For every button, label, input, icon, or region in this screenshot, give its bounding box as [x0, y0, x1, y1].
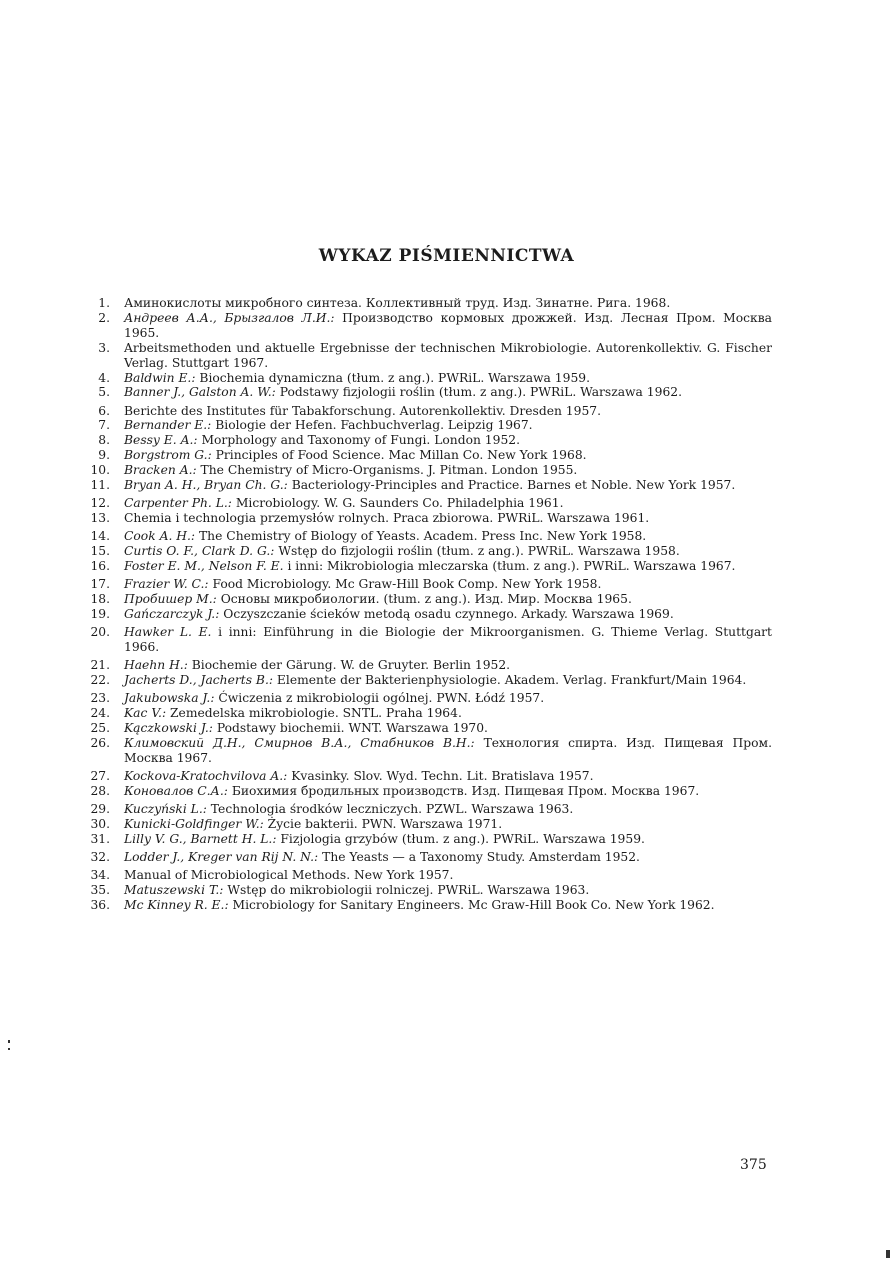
reference-item [90, 433, 772, 448]
reference-text: Principles of Food Science. Mac Millan Co. New York 1968. [211, 448, 587, 463]
reference-number: 1. [98, 296, 110, 310]
reference-number: 5. [98, 385, 110, 400]
reference-text: Biochemia dynamiczna (tłum. z ang.). PWRiL. Warszawa 1959. [195, 370, 591, 385]
reference-item [90, 868, 772, 883]
reference-text: Food Microbiology. Mc Graw-Hill Book Comp. New York 1958. [208, 577, 602, 592]
reference-item [90, 448, 772, 463]
reference-number: 34. [90, 867, 110, 882]
reference-authors: Banner J., Galston A. W.: [124, 385, 276, 400]
reference-text: Podstawy biochemii. WNT. Warszawa 1970. [212, 720, 488, 735]
reference-item [90, 898, 772, 913]
reference-number: 21. [90, 657, 110, 672]
reference-text: Биохимия бродильных производств. Изд. Пищевая Пром. Москва 1967. [227, 783, 700, 798]
reference-authors: Kączkowski J.: [124, 720, 213, 735]
reference-number: 9. [98, 448, 110, 463]
reference-number: 8. [98, 433, 110, 448]
reference-item [90, 311, 772, 341]
reference-item [90, 691, 772, 706]
reference-number: 18. [90, 591, 110, 606]
reference-text: Microbiology for Sanitary Engineers. Mc Graw-Hill Book Co. New York 1962. [228, 897, 715, 912]
reference-text: Biochemie der Gärung. W. de Gruyter. Berlin 1952. [187, 657, 511, 672]
reference-text: The Yeasts — a Taxonomy Study. Amsterdam 1952. [318, 849, 640, 864]
reference-authors: Bracken A.: [124, 463, 197, 478]
reference-authors: Lodder J., Kreger van Rij N. N.: [124, 849, 319, 864]
page-heading: WYKAZ PIŚMIENNICTWA [318, 246, 575, 266]
reference-item [90, 385, 772, 400]
reference-number: 3. [98, 340, 110, 355]
reference-item [90, 625, 772, 655]
reference-number: 25. [90, 720, 110, 735]
reference-item [90, 817, 772, 832]
reference-authors: Carpenter Ph. L.: [124, 496, 232, 511]
reference-text: Elemente der Bakterienphysiologie. Akadem. Verlag. Frankfurt/Main 1964. [273, 672, 747, 687]
reference-number: 31. [90, 831, 110, 846]
reference-number: 6. [98, 403, 110, 418]
reference-number: 26. [90, 735, 110, 750]
reference-number: 16. [90, 558, 110, 573]
reference-authors: Cook A. H.: [124, 529, 196, 544]
reference-text: Morphology and Taxonomy of Fungi. London 1952. [197, 433, 521, 448]
reference-text: Manual of Microbiological Methods. New York 1957. [124, 867, 454, 882]
reference-text: Biologie der Hefen. Fachbuchverlag. Leipzig 1967. [211, 418, 533, 433]
reference-text: Fizjologia grzybów (tłum. z ang.). PWRiL. Warszawa 1959. [276, 831, 645, 846]
reference-text: Wstęp do mikrobiologii rolniczej. PWRiL. Warszawa 1963. [223, 882, 590, 897]
reference-item [90, 592, 772, 607]
reference-text: Ćwiczenia z mikrobiologii ogólnej. PWN. Łódź 1957. [214, 690, 545, 705]
reference-text: i inni: Einführung in die Biologie der Mikroorganismen. G. Thieme Verlag. Stuttgart 1966. [124, 624, 772, 654]
scan-speck [8, 1048, 10, 1050]
reference-item [90, 802, 772, 817]
reference-number: 32. [90, 849, 110, 864]
reference-text: The Chemistry of Micro-Organisms. J. Pitman. London 1955. [196, 463, 578, 478]
reference-authors: Hawker L. E. [124, 624, 212, 639]
reference-number: 36. [90, 897, 110, 912]
reference-text: Аминокислоты микробного синтеза. Коллективный труд. Изд. Зинатне. Рига. 1968. [124, 296, 671, 310]
reference-item [90, 721, 772, 736]
reference-authors: Haehn H.: [124, 657, 188, 672]
reference-item [90, 784, 772, 799]
reference-authors: Frazier W. C.: [124, 577, 209, 592]
reference-item [90, 511, 772, 526]
reference-authors: Kunicki-Goldfinger W.: [124, 816, 264, 831]
reference-item [90, 463, 772, 478]
reference-text: Arbeitsmethoden und aktuelle Ergebnisse der technischen Mikrobiologie. Autorenkollektiv. G. Fischer Verlag. Stuttgart 1967. [124, 340, 772, 370]
reference-item [90, 832, 772, 847]
reference-text: Życie bakterii. PWN. Warszawa 1971. [263, 816, 503, 831]
reference-item [90, 371, 772, 386]
reference-item [90, 404, 772, 419]
reference-number: 30. [90, 816, 110, 831]
reference-text: i inni: Mikrobiologia mleczarska (tłum. z ang.). PWRiL. Warszawa 1967. [283, 558, 736, 573]
reference-text: Производство кормовых дрожжей. Изд. Лесная Пром. Москва 1965. [124, 310, 772, 340]
reference-item [90, 418, 772, 433]
reference-authors: Климовский Д.Н., Смирнов В.А., Стабников В.Н.: [124, 735, 475, 750]
scan-speck [8, 1040, 10, 1043]
reference-number: 4. [98, 370, 110, 385]
reference-text: The Chemistry of Biology of Yeasts. Academ. Press Inc. New York 1958. [195, 529, 647, 544]
reference-authors: Коновалов С.А.: [124, 783, 228, 798]
reference-number: 10. [90, 463, 110, 478]
reference-item [90, 607, 772, 622]
reference-item [90, 706, 772, 721]
reference-text: Основы микробиологии. (tłum. z ang.). Изд. Мир. Москва 1965. [216, 591, 632, 606]
reference-number: 15. [90, 544, 110, 559]
reference-authors: Mc Kinney R. E.: [124, 897, 229, 912]
reference-authors: Baldwin E.: [124, 370, 196, 385]
reference-item [90, 850, 772, 865]
reference-number: 13. [90, 511, 110, 526]
reference-authors: Jakubowska J.: [124, 690, 215, 705]
reference-text: Chemia i technologia przemysłów rolnych. Praca zbiorowa. PWRiL. Warszawa 1961. [124, 511, 650, 526]
page-number: 375 [740, 1157, 767, 1173]
reference-number: 17. [90, 577, 110, 592]
reference-item [90, 544, 772, 559]
reference-number: 22. [90, 672, 110, 687]
scan-speck [886, 1250, 890, 1258]
reference-authors: Curtis O. F., Clark D. G.: [124, 544, 275, 559]
reference-authors: Matuszewski T.: [124, 882, 224, 897]
reference-number: 7. [98, 418, 110, 433]
reference-number: 27. [90, 768, 110, 783]
reference-item [90, 883, 772, 898]
reference-authors: Kuczyński L.: [124, 801, 207, 816]
reference-authors: Пробишер М.: [124, 591, 217, 606]
reference-authors: Gańczarczyk J.: [124, 606, 220, 621]
reference-number: 35. [90, 882, 110, 897]
reference-authors: Bernander E.: [124, 418, 212, 433]
reference-text: Технология спирта. Изд. Пищевая Пром. Москва 1967. [124, 735, 772, 765]
reference-authors: Jacherts D., Jacherts B.: [124, 672, 274, 687]
reference-number: 29. [90, 801, 110, 816]
reference-item [90, 673, 772, 688]
reference-number: 2. [98, 310, 110, 325]
reference-number: 19. [90, 606, 110, 621]
reference-item [90, 496, 772, 511]
reference-text: Zemedelska mikrobiologie. SNTL. Praha 1964. [166, 705, 462, 720]
reference-text: Oczyszczanie ścieków metodą osadu czynnego. Arkady. Warszawa 1969. [219, 606, 674, 621]
reference-item [90, 658, 772, 673]
reference-number: 28. [90, 783, 110, 798]
reference-text: Technologia środków leczniczych. PZWL. Warszawa 1963. [206, 801, 574, 816]
reference-item [90, 559, 772, 574]
reference-item [90, 769, 772, 784]
reference-text: Podstawy fizjologii roślin (tłum. z ang.). PWRiL. Warszawa 1962. [275, 385, 683, 400]
reference-text: Wstęp do fizjologii roślin (tłum. z ang.). PWRiL. Warszawa 1958. [274, 544, 680, 559]
reference-text: Microbiology. W. G. Saunders Co. Philadelphia 1961. [231, 496, 564, 511]
reference-text: Kvasinky. Slov. Wyd. Techn. Lit. Bratislava 1957. [287, 768, 594, 783]
reference-number: 20. [90, 624, 110, 639]
reference-authors: Lilly V. G., Barnett H. L.: [124, 831, 277, 846]
reference-number: 24. [90, 705, 110, 720]
reference-authors: Foster E. M., Nelson F. E. [124, 558, 284, 573]
reference-authors: Bryan A. H., Bryan Ch. G.: [124, 478, 288, 493]
reference-item [90, 341, 772, 371]
reference-number: 12. [90, 496, 110, 511]
reference-item [90, 529, 772, 544]
reference-authors: Kockova-Kratochvilova A.: [124, 768, 288, 783]
reference-item [90, 577, 772, 592]
reference-text: Berichte des Institutes für Tabakforschung. Autorenkollektiv. Dresden 1957. [124, 403, 602, 418]
reference-list [90, 296, 772, 912]
reference-item [90, 736, 772, 766]
reference-item [90, 478, 772, 493]
reference-authors: Андреев А.А., Брызгалов Л.И.: [124, 310, 335, 325]
reference-authors: Bessy E. A.: [124, 433, 198, 448]
reference-number: 11. [90, 478, 110, 493]
reference-number: 14. [90, 529, 110, 544]
reference-authors: Borgstrom G.: [124, 448, 212, 463]
reference-text: Bacteriology-Principles and Practice. Barnes et Noble. New York 1957. [287, 478, 736, 493]
reference-number: 23. [90, 690, 110, 705]
reference-authors: Kac V.: [124, 705, 167, 720]
reference-item [90, 296, 772, 311]
